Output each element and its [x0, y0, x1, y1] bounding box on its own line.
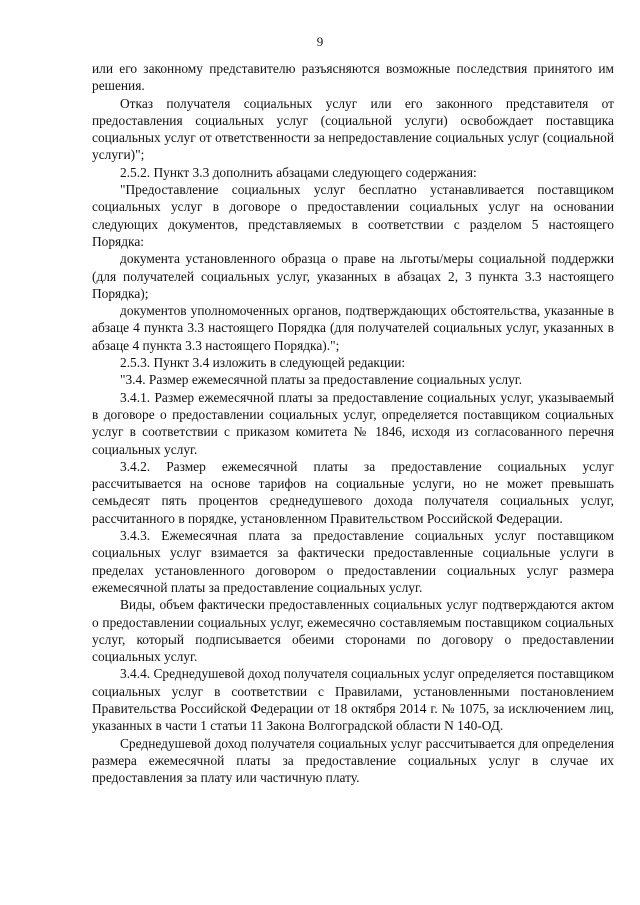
paragraph: Среднедушевой доход получателя социальных услуг рассчитывается для определения размера ежемесячной платы за предоставление социальных услуг в случае их предоставления за плату или частичную плату.: [92, 735, 614, 786]
paragraph: Виды, объем фактически предоставленных социальных услуг подтверждаются актом о предоставлении социальных услуг, ежемесячно составляемым поставщиком социальных услуг, который подписывается обеими сторонами по договору о предоставлении социальных услуг.: [92, 597, 614, 665]
paragraph: "3.4. Размер ежемесячной платы за предоставление социальных услуг.: [120, 372, 523, 388]
paragraph: 3.4.3. Ежемесячная плата за предоставление социальных услуг поставщиком социальных услуг взимается за фактически предоставленные социальные услуги в пределах установленного договором о предоставлении социальных услуг размера ежемесячной платы за предоставление социальных услуг.: [92, 528, 614, 595]
paragraph: 2.5.2. Пункт 3.3 дополнить абзацами следующего содержания:: [120, 164, 477, 180]
paragraph: 3.4.4. Среднедушевой доход получателя социальных услуг определяется поставщиком социальных услуг в соответствии с Правилами, установленными постановлением Правительства Российской Федерации от 18 октября 2014 г. № 1075, за исключением лиц, указанных в части 1 статьи 11 Закона Волгоградской области N 140-ОД.: [92, 666, 614, 734]
paragraph: документа установленного образца о праве на льготы/меры социальной поддержки (для получателей социальных услуг, указанных в абзацах 2, 3 пункта 3.3 настоящего Порядка);: [92, 251, 614, 301]
paragraph: 3.4.1. Размер ежемесячной платы за предоставление социальных услуг, указываемый в договоре о предоставлении социальных услуг, определяется поставщиком социальных услуг в соответствии с приказом комитета № 1846, исходя из согласованного перечня социальных услуг.: [92, 389, 614, 457]
page-number: 9: [316, 34, 324, 49]
document-body: [92, 60, 614, 786]
paragraph: документов уполномоченных органов, подтверждающих обстоятельства, указанные в абзаце 4 пункта 3.3 настоящего Порядка (для получателей социальных услуг, указанных в абзаце 4 пункта 3.3 настоящего Порядка).";: [92, 303, 614, 353]
paragraph: или его законному представителю разъясняются возможные последствия принятого им решения.: [92, 61, 614, 94]
paragraph: 3.4.2. Размер ежемесячной платы за предоставление социальных услуг рассчитывается на основе тарифов на социальные услуги, но не может превышать семьдесят пять процентов среднедушевого дохода получателя социальных услуг, рассчитанного в порядке, установленном Правительством Российской Федерации.: [92, 458, 614, 526]
paragraph: "Предоставление социальных услуг бесплатно устанавливается поставщиком социальных услуг в договоре о предоставлении социальных услуг на основании следующих документов, представляемых в соответствии с разделом 5 настоящего Порядка:: [92, 182, 614, 249]
paragraph: Отказ получателя социальных услуг или его законного представителя от предоставления социальных услуг (социальной услуги) освобождает поставщика социальных услуг от ответственности за непредоставление социальных услуг (социальной услуги)";: [92, 95, 614, 163]
paragraph: 2.5.3. Пункт 3.4 изложить в следующей редакции:: [120, 355, 406, 371]
